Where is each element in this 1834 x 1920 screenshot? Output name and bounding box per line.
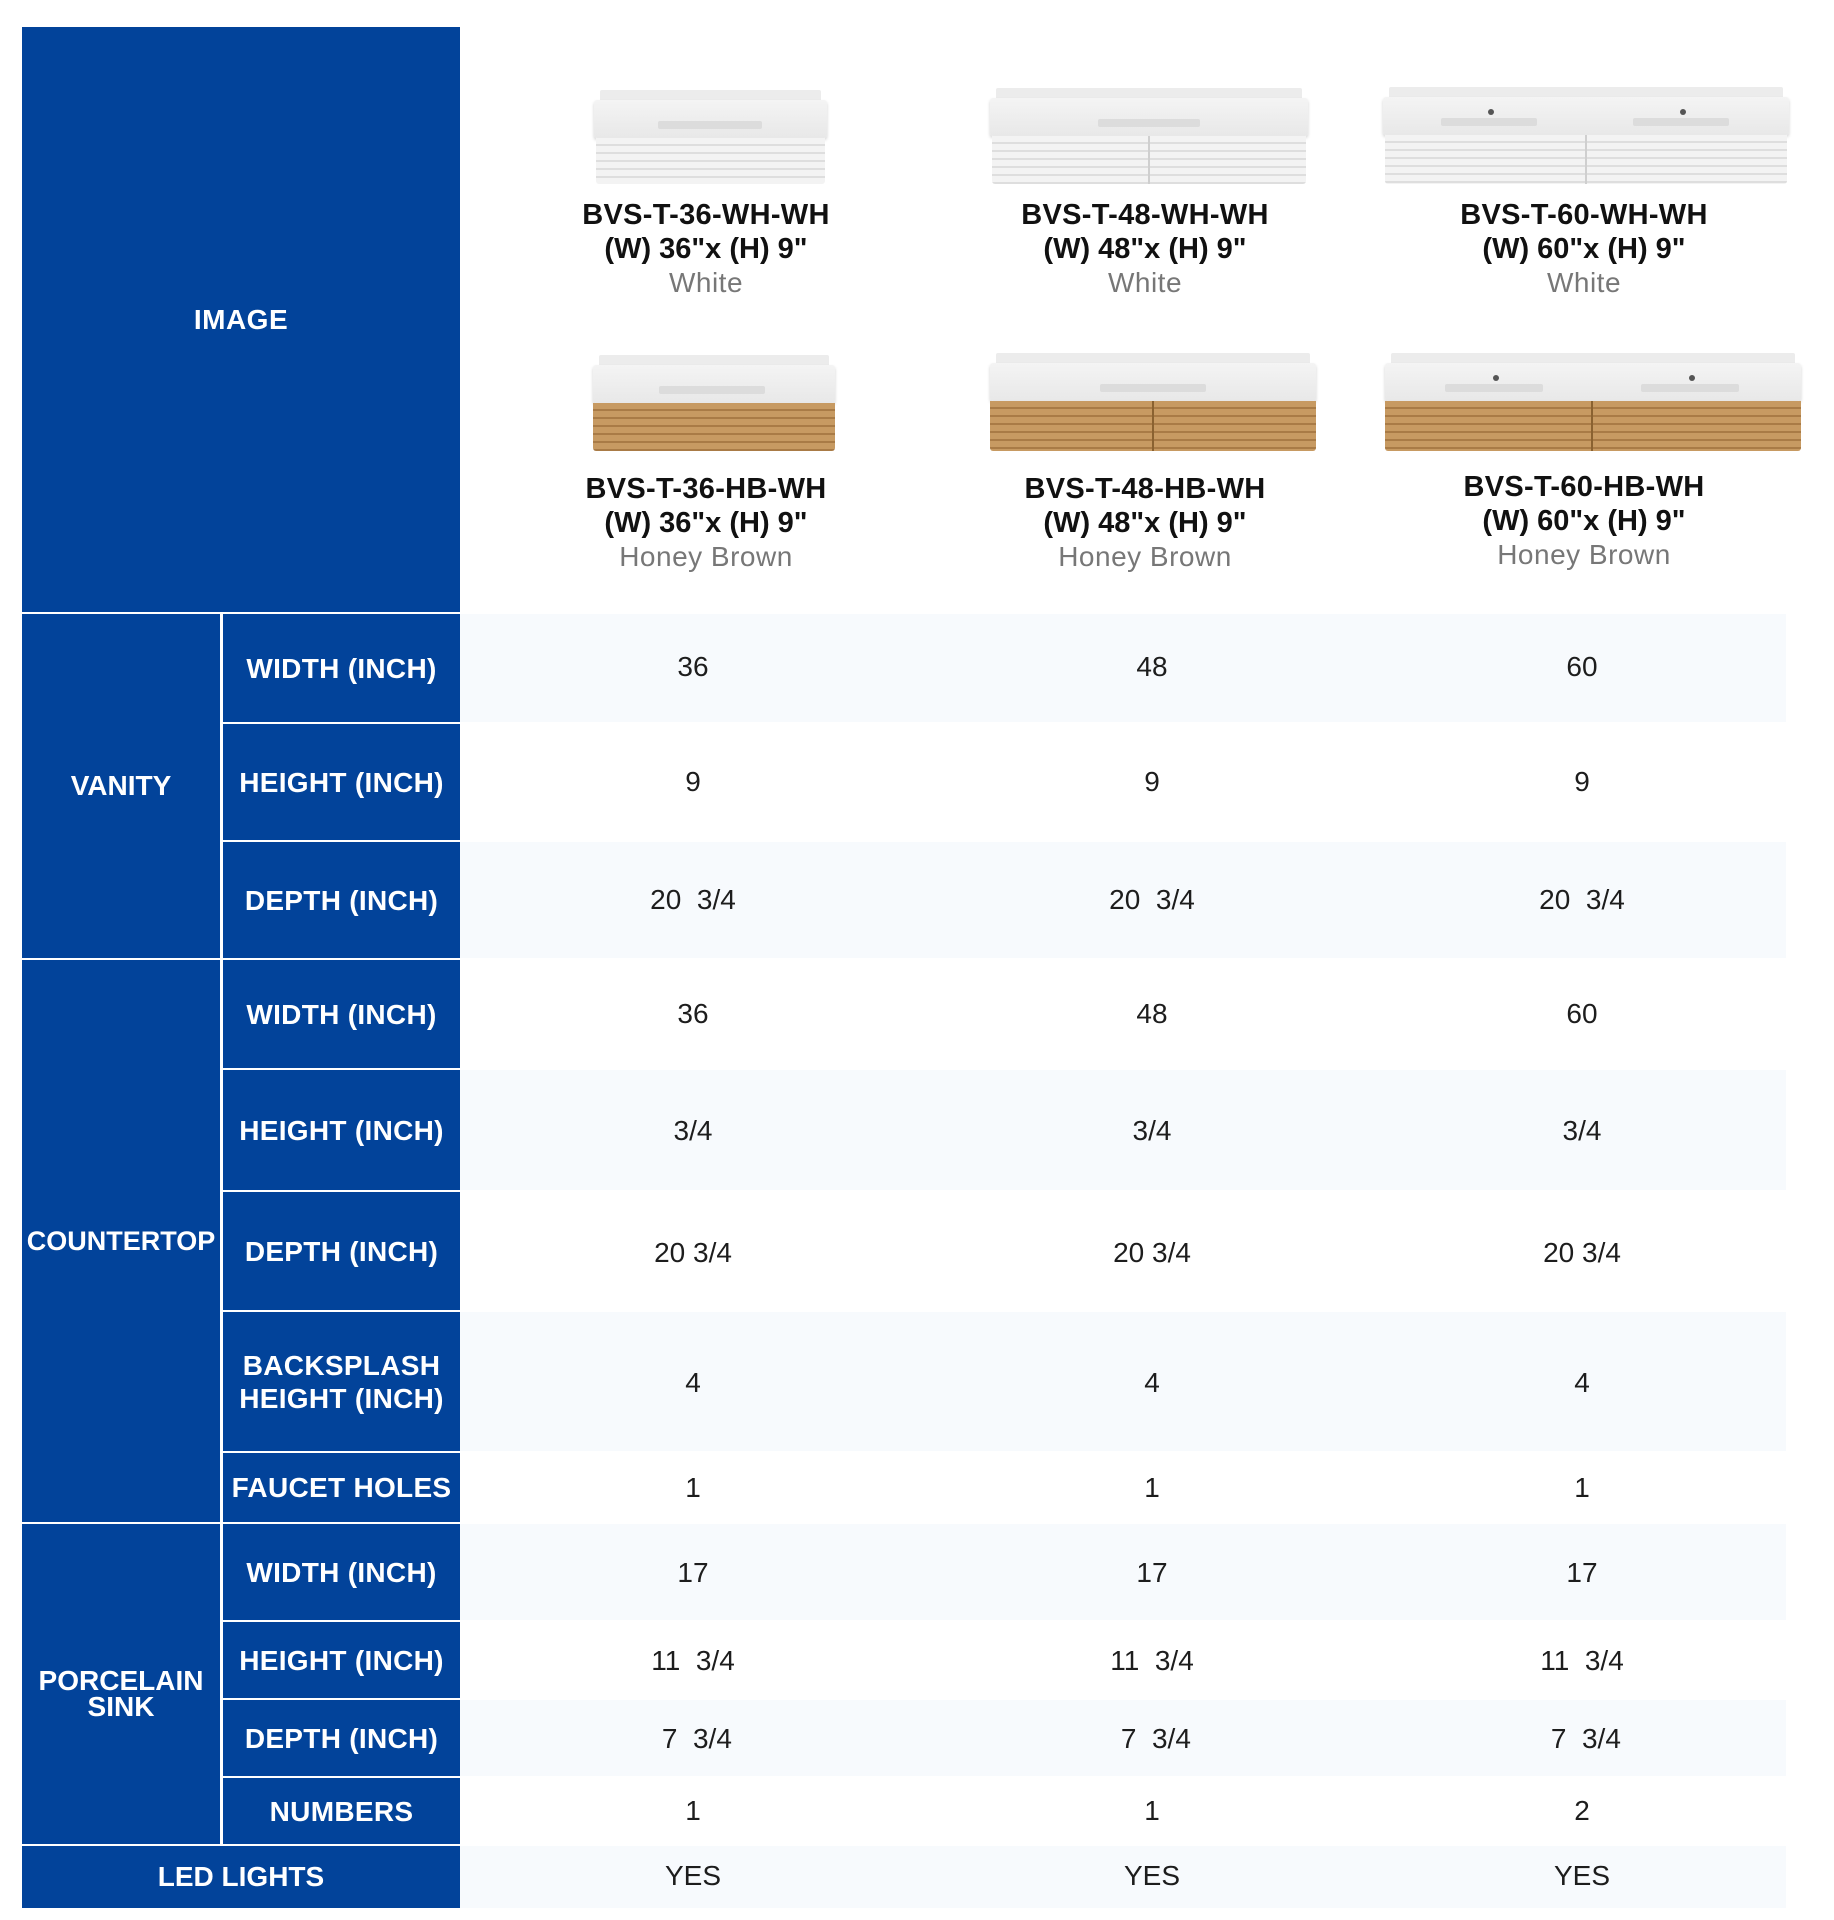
value-cell: 4: [1144, 1367, 1160, 1398]
value-cell: 9: [1574, 766, 1590, 797]
product-color: Honey Brown: [619, 541, 793, 572]
value-cell: 1: [1574, 1472, 1590, 1503]
value-cell: 1: [1144, 1795, 1160, 1826]
value-cell: 1: [685, 1795, 701, 1826]
group-porcelain-sink-label-1: PORCELAIN: [38, 1665, 204, 1696]
value-cell: 60: [1566, 651, 1598, 682]
group-countertop-label: COUNTERTOP: [26, 1226, 216, 1256]
value-cell: 7 3/4: [654, 1723, 732, 1754]
group-vanity-label: VANITY: [70, 770, 172, 801]
value-cell: 11 3/4: [651, 1645, 735, 1676]
value-cell: YES: [1553, 1860, 1611, 1891]
product-caption: [1384, 470, 1784, 572]
value-cell: 17: [1566, 1557, 1598, 1588]
value-cell: 2: [1574, 1795, 1590, 1826]
product-code: BVS-T-48-WH-WH: [1021, 199, 1269, 231]
product-image-48-honey-brown: [990, 363, 1316, 451]
product-color: White: [668, 267, 744, 298]
value-cell: 20 3/4: [650, 884, 736, 915]
value-cell: YES: [1123, 1860, 1181, 1891]
param-label: HEIGHT (INCH): [223, 724, 460, 840]
group-countertop: [22, 960, 220, 1522]
product-color: White: [1546, 267, 1622, 298]
param-label: DEPTH (INCH): [223, 1700, 460, 1776]
led-lights-header: [22, 1846, 460, 1908]
value-cell: 60: [1566, 998, 1598, 1029]
product-size: (W) 48"x (H) 9": [1043, 233, 1247, 265]
product-caption: [945, 198, 1345, 300]
param-label: HEIGHT (INCH): [223, 1622, 460, 1698]
value-cell: 20 3/4: [1109, 884, 1195, 915]
value-cell: 17: [1136, 1557, 1168, 1588]
value-cell: 3/4: [1132, 1115, 1172, 1146]
value-cell: 7 3/4: [1113, 1723, 1191, 1754]
value-cell: 3/4: [1562, 1115, 1602, 1146]
product-color: White: [1107, 267, 1183, 298]
product-image-60-honey-brown: [1385, 363, 1801, 451]
value-cell: 20 3/4: [654, 1237, 732, 1268]
value-cell: 4: [1574, 1367, 1590, 1398]
param-label: WIDTH (INCH): [223, 960, 460, 1068]
value-cell: 7 3/4: [1543, 1723, 1621, 1754]
param-label: NUMBERS: [223, 1778, 460, 1844]
param-label: WIDTH (INCH): [223, 614, 460, 722]
product-code: BVS-T-60-HB-WH: [1463, 471, 1705, 503]
product-caption: [945, 472, 1345, 574]
product-size: (W) 36"x (H) 9": [604, 507, 808, 539]
value-cell: 1: [1144, 1472, 1160, 1503]
product-image-36-honey-brown: [593, 365, 835, 451]
product-code: BVS-T-48-HB-WH: [1024, 473, 1266, 505]
value-cell: 9: [1144, 766, 1160, 797]
product-code: BVS-T-60-WH-WH: [1460, 199, 1708, 231]
value-cell: 20 3/4: [1543, 1237, 1621, 1268]
value-cell: 17: [677, 1557, 709, 1588]
value-cell: 11 3/4: [1540, 1645, 1624, 1676]
product-size: (W) 60"x (H) 9": [1482, 505, 1686, 537]
group-porcelain-sink: [22, 1524, 220, 1844]
param-label: DEPTH (INCH): [223, 1192, 460, 1310]
param-label: BACKSPLASH HEIGHT (INCH): [223, 1312, 460, 1451]
value-cell: 3/4: [673, 1115, 713, 1146]
product-color: Honey Brown: [1497, 539, 1671, 570]
value-cell: 1: [685, 1472, 701, 1503]
value-cell: 20 3/4: [1539, 884, 1625, 915]
value-cell: 36: [677, 651, 709, 682]
led-lights-label: LED LIGHTS: [157, 1861, 325, 1892]
product-caption: [506, 472, 906, 574]
product-image-36-white: [594, 100, 827, 184]
value-cell: 36: [677, 998, 709, 1029]
param-label: HEIGHT (INCH): [223, 1070, 460, 1190]
value-cell: 11 3/4: [1110, 1645, 1194, 1676]
value-cell: 20 3/4: [1113, 1237, 1191, 1268]
product-size: (W) 60"x (H) 9": [1482, 233, 1686, 265]
product-code: BVS-T-36-HB-WH: [585, 473, 827, 505]
product-code: BVS-T-36-WH-WH: [582, 199, 830, 231]
value-cell: 4: [685, 1367, 701, 1398]
product-image-60-white: [1383, 97, 1789, 184]
value-cell: 48: [1136, 998, 1168, 1029]
value-cell: 48: [1136, 651, 1168, 682]
param-label: FAUCET HOLES: [223, 1453, 460, 1522]
value-cell: 9: [685, 766, 701, 797]
product-size: (W) 36"x (H) 9": [604, 233, 808, 265]
product-caption: [1384, 198, 1784, 300]
product-size: (W) 48"x (H) 9": [1043, 507, 1247, 539]
image-header-cell: [22, 27, 460, 612]
group-porcelain-sink-label-2: SINK: [87, 1691, 155, 1722]
param-label: DEPTH (INCH): [223, 842, 460, 958]
product-image-48-white: [990, 98, 1308, 184]
image-header-label: IMAGE: [193, 303, 289, 335]
value-cell: YES: [664, 1860, 722, 1891]
product-color: Honey Brown: [1058, 541, 1232, 572]
product-caption: [506, 198, 906, 300]
group-vanity: [22, 614, 220, 958]
param-label: WIDTH (INCH): [223, 1524, 460, 1620]
